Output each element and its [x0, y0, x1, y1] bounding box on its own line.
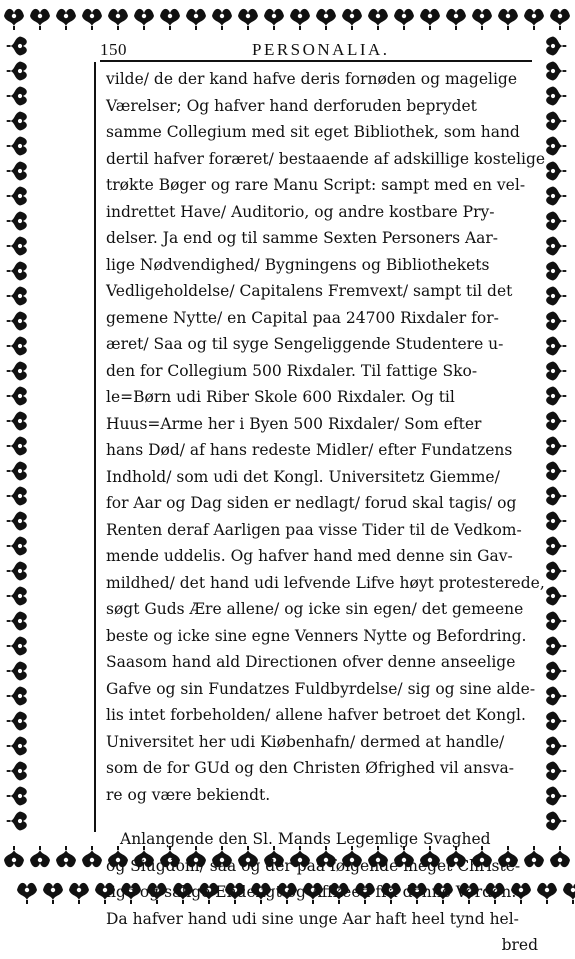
text-line: mende uddelis. Og hafver hand med denne sin Gav- — [106, 547, 513, 565]
text-line: som de for GUd og den Christen Øfrighed vil ansva- — [106, 759, 515, 777]
text-line: Gafve og sin Fundatzes Fuldbyrdelse/ sig og sine alde- — [106, 679, 536, 698]
text-line: mildhed/ det hand udi lefvende Lifve høyt protesterede, — [106, 573, 545, 592]
text-line: og Siugdom/ saa og der paa følgende meget Christe- — [106, 856, 521, 875]
header-rule — [100, 60, 532, 62]
text-line: søgt Guds Ære allene/ og icke sin egen/ det gemeene — [106, 600, 524, 618]
text-line: gemene Nytte/ en Capital paa 24700 Rixdaler for- — [106, 308, 499, 327]
body-text — [106, 66, 546, 959]
margin-rule — [94, 62, 96, 832]
text-line: trøkte Bøger og rare Manu Script: sampt med en vel- — [106, 176, 526, 194]
text-line: Da hafver hand udi sine unge Aar haft heel tynd hel- — [106, 909, 519, 928]
ornament-border-right — [533, 0, 575, 923]
ornament-border-top — [0, 0, 575, 36]
ornament-border-left — [0, 0, 40, 923]
catchword: bred — [501, 936, 538, 954]
text-line: vilde/ de der kand hafve deris fornøden og magelige — [106, 70, 518, 88]
text-line: lige og salige Endeligt og Affkeed fra denne Verden: — [106, 883, 517, 901]
text-line: den for Collegium 500 Rixdaler. Til fattige Sko- — [106, 361, 478, 380]
text-line: re og være bekiendt. — [106, 785, 271, 804]
page-header — [100, 37, 532, 61]
text-line: Værelser; Og hafver hand derforuden beprydet — [106, 96, 477, 115]
text-line: Vedligeholdelse/ Capitalens Fremvext/ sampt til det — [106, 282, 513, 300]
text-line: for Aar og Dag siden er nedlagt/ forud skal tagis/ og — [106, 494, 517, 512]
text-line: æret/ Saa og til syge Sengeliggende Studentere u- — [106, 335, 504, 353]
page-number: 150 — [100, 40, 127, 59]
text-line: hans Død/ af hans redeste Midler/ efter Fundatzens — [106, 441, 513, 459]
text-line: le=Børn udi Riber Skole 600 Rixdaler. Og til — [106, 388, 455, 406]
text-line: indrettet Have/ Auditorio, og andre kostbare Pry- — [106, 202, 495, 221]
text-line: Renten deraf Aarligen paa visse Tider til de Vedkom- — [106, 520, 522, 539]
running-head: PERSONALIA. — [252, 40, 390, 59]
text-line: Anlangende den Sl. Mands Legemlige Svaghed — [120, 830, 491, 848]
text-line: lis intet forbeholden/ allene hafver betroet det Kongl. — [106, 706, 526, 724]
text-line: Huus=Arme her i Byen 500 Rixdaler/ Som efter — [106, 414, 482, 433]
text-line: Indhold/ som udi det Kongl. Universitetz Giemme/ — [106, 467, 500, 486]
text-line: Universitet her udi Kiøbenhafn/ dermed at handle/ — [106, 732, 505, 751]
paragraph-gap — [106, 808, 538, 826]
text-line: delser. Ja end og til samme Sexten Personers Aar- — [106, 229, 499, 247]
text-line: lige Nødvendighed/ Bygningens og Bibliothekets — [106, 255, 490, 274]
text-line: Saasom hand ald Directionen ofver denne anseelige — [106, 653, 516, 671]
text-line: dertil hafver foræret/ bestaaende af adskillige kostelige — [106, 149, 546, 168]
text-line: samme Collegium med sit eget Bibliothek, som hand — [106, 123, 520, 141]
text-line: beste og icke sine egne Venners Nytte og Befordring. — [106, 626, 527, 645]
